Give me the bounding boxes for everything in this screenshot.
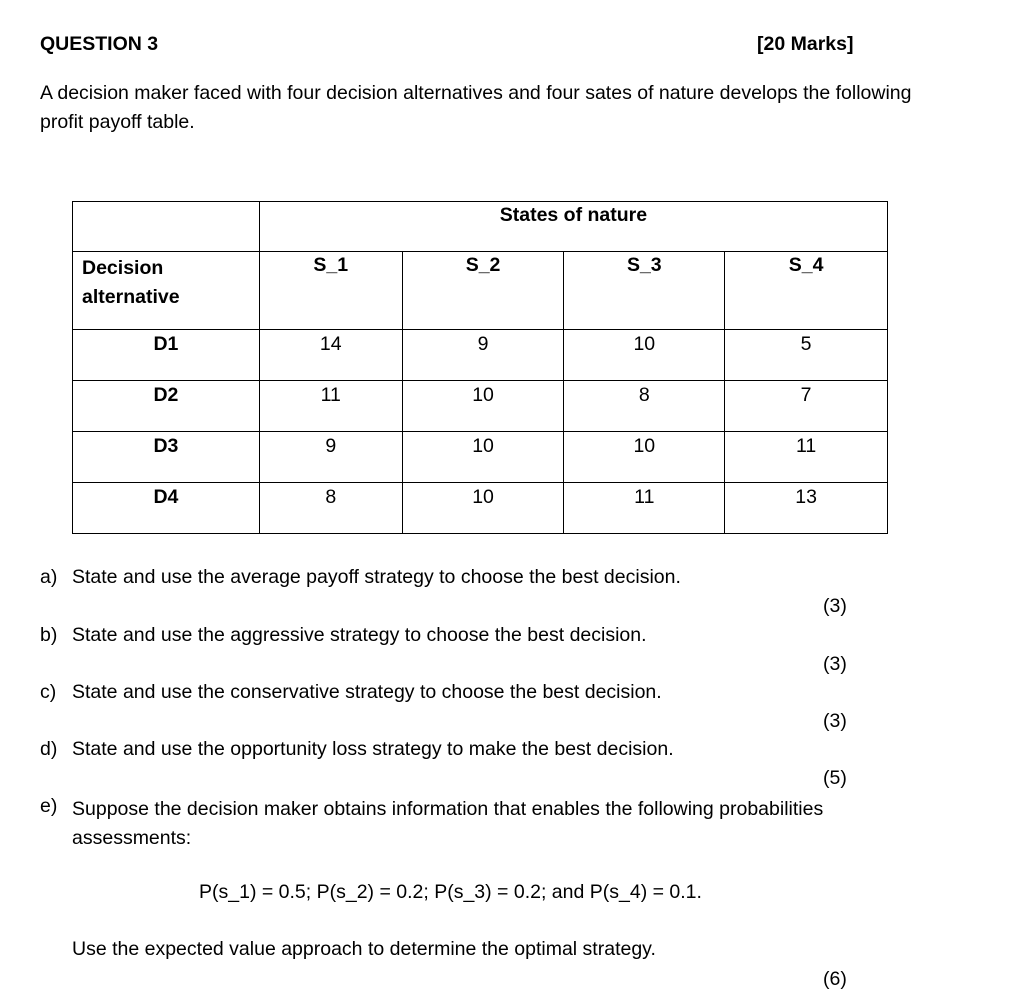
part-a-letter: a) bbox=[40, 566, 58, 588]
table-cell: 14 bbox=[259, 330, 402, 381]
table-cell: 11 bbox=[259, 381, 402, 432]
part-d-text: State and use the opportunity loss strategy to make the best decision. bbox=[72, 738, 674, 760]
part-c-text: State and use the conservative strategy to choose the best decision. bbox=[72, 681, 662, 703]
table-cell: 7 bbox=[725, 381, 888, 432]
column-header-s4: S_4 bbox=[725, 252, 888, 330]
table-cell: 11 bbox=[725, 432, 888, 483]
states-of-nature-header: States of nature bbox=[259, 202, 887, 252]
table-cell: 8 bbox=[564, 381, 725, 432]
expected-value-instruction: Use the expected value approach to determine the optimal strategy. bbox=[72, 938, 656, 960]
table-cell: 10 bbox=[564, 330, 725, 381]
row-label: D4 bbox=[73, 483, 260, 534]
part-d-letter: d) bbox=[40, 738, 58, 760]
table-row bbox=[73, 483, 888, 534]
part-c-letter: c) bbox=[40, 681, 57, 703]
part-a-text: State and use the average payoff strategy to choose the best decision. bbox=[72, 566, 681, 588]
column-header-s1: S_1 bbox=[259, 252, 402, 330]
table-cell: 9 bbox=[259, 432, 402, 483]
column-header-s2: S_2 bbox=[402, 252, 564, 330]
question-marks: [20 Marks] bbox=[757, 33, 854, 55]
probabilities-line: P(s_1) = 0.5; P(s_2) = 0.2; P(s_3) = 0.2; and P(s_4) = 0.1. bbox=[199, 881, 702, 903]
row-label: D1 bbox=[73, 330, 260, 381]
table-cell: 11 bbox=[564, 483, 725, 534]
part-e-letter: e) bbox=[40, 795, 58, 817]
table-row bbox=[73, 432, 888, 483]
table-row bbox=[73, 381, 888, 432]
row-label: D3 bbox=[73, 432, 260, 483]
table-cell: 9 bbox=[402, 330, 564, 381]
part-d-marks: (5) bbox=[823, 767, 847, 789]
part-e-marks: (6) bbox=[823, 968, 847, 990]
table-cell: 10 bbox=[564, 432, 725, 483]
payoff-table bbox=[72, 201, 888, 534]
part-e-text: Suppose the decision maker obtains information that enables the following probabilities assessments: bbox=[72, 798, 824, 849]
table-cell: 10 bbox=[402, 432, 564, 483]
row-label: D2 bbox=[73, 381, 260, 432]
question-title: QUESTION 3 bbox=[40, 33, 159, 55]
column-header-s3: S_3 bbox=[564, 252, 725, 330]
part-c-marks: (3) bbox=[823, 710, 847, 732]
table-empty-corner bbox=[73, 202, 260, 252]
part-a-marks: (3) bbox=[823, 595, 847, 617]
table-cell: 13 bbox=[725, 483, 888, 534]
decision-alternative-header: Decision alternative bbox=[73, 252, 260, 330]
table-row bbox=[73, 330, 888, 381]
table-cell: 10 bbox=[402, 381, 564, 432]
table-cell: 10 bbox=[402, 483, 564, 534]
table-cell: 5 bbox=[725, 330, 888, 381]
part-b-letter: b) bbox=[40, 624, 58, 646]
part-b-text: State and use the aggressive strategy to choose the best decision. bbox=[72, 624, 647, 646]
question-intro: A decision maker faced with four decision alternatives and four sates of nature develops the following profit payoff table. bbox=[40, 82, 912, 133]
part-b-marks: (3) bbox=[823, 653, 847, 675]
table-cell: 8 bbox=[259, 483, 402, 534]
